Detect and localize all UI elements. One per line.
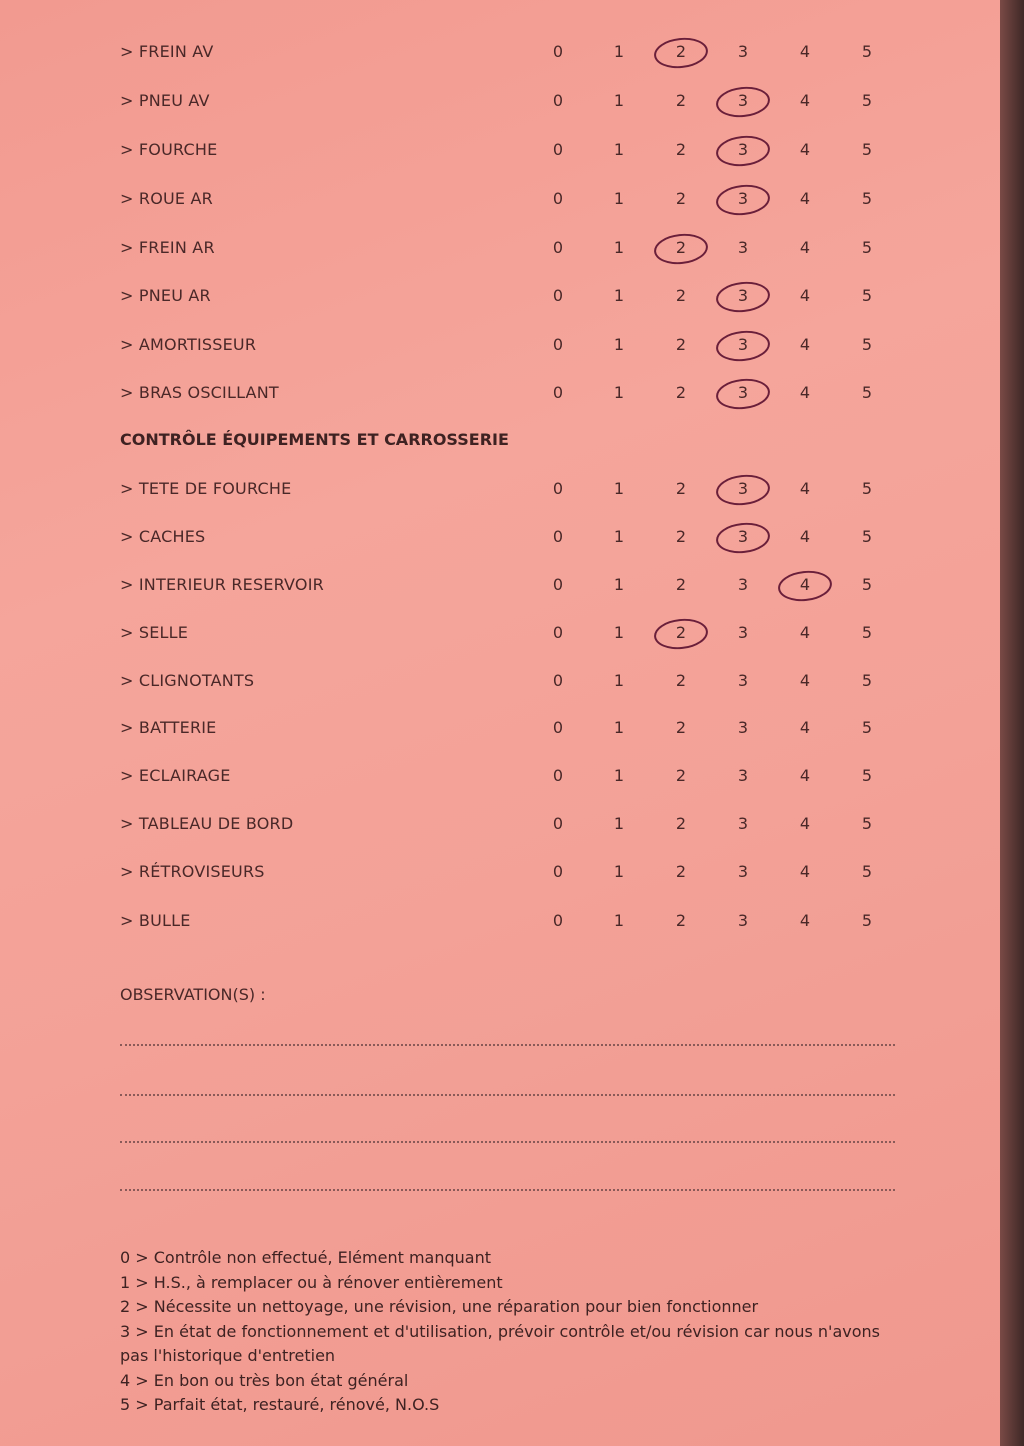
inspection-row [0, 378, 1000, 408]
score-option-3[interactable]: 3 [737, 814, 749, 833]
score-option-5[interactable]: 5 [861, 911, 873, 930]
row-label: > CACHES [120, 527, 206, 546]
rating-legend [120, 1246, 900, 1418]
legend-item-2: 2 > Nécessite un nettoyage, une révision, une réparation pour bien fonctionner [120, 1297, 759, 1316]
score-option-1[interactable]: 1 [613, 286, 625, 305]
row-label: > FOURCHE [120, 140, 218, 159]
score-option-2[interactable]: 2 [675, 766, 687, 785]
score-option-0[interactable]: 0 [552, 335, 564, 354]
score-option-4[interactable]: 4 [799, 479, 811, 498]
score-option-1[interactable]: 1 [613, 42, 625, 61]
score-option-4[interactable]: 4 [799, 862, 811, 881]
score-option-4[interactable]: 4 [799, 140, 811, 159]
score-option-5[interactable]: 5 [861, 238, 873, 257]
score-option-2[interactable]: 2 [666, 233, 696, 263]
score-option-0[interactable]: 0 [552, 718, 564, 737]
score-option-4[interactable]: 4 [799, 718, 811, 737]
score-option-2[interactable]: 2 [675, 911, 687, 930]
score-option-0[interactable]: 0 [552, 42, 564, 61]
score-option-1[interactable]: 1 [613, 623, 625, 642]
observation-line[interactable] [120, 1044, 895, 1046]
inspection-row [0, 857, 1000, 887]
score-option-1[interactable]: 1 [613, 575, 625, 594]
score-option-0[interactable]: 0 [552, 479, 564, 498]
score-option-0[interactable]: 0 [552, 383, 564, 402]
legend-item-4: 4 > En bon ou très bon état général [120, 1370, 409, 1390]
score-option-2[interactable]: 2 [675, 91, 687, 110]
legend-item-1: 1 > H.S., à remplacer ou à rénover entièrement [120, 1272, 503, 1292]
legend-item-5: 5 > Parfait état, restauré, rénové, N.O.S [120, 1395, 440, 1414]
score-option-2[interactable]: 2 [675, 718, 687, 737]
score-option-3[interactable]: 3 [737, 862, 749, 881]
inspection-row [0, 761, 1000, 791]
score-option-4[interactable]: 4 [799, 671, 811, 690]
score-option-1[interactable]: 1 [613, 671, 625, 690]
score-option-5[interactable]: 5 [861, 862, 873, 881]
score-option-4[interactable]: 4 [799, 527, 811, 546]
score-option-4[interactable]: 4 [799, 623, 811, 642]
inspection-row [0, 522, 1000, 552]
score-option-0[interactable]: 0 [552, 575, 564, 594]
row-label: > FREIN AR [120, 238, 215, 257]
inspection-row [0, 330, 1000, 360]
score-option-3[interactable]: 3 [737, 911, 749, 930]
score-option-1[interactable]: 1 [613, 189, 625, 208]
score-option-1[interactable]: 1 [613, 140, 625, 159]
score-option-3[interactable]: 3 [728, 184, 758, 214]
score-option-4[interactable]: 4 [799, 766, 811, 785]
score-option-5[interactable]: 5 [861, 814, 873, 833]
score-option-2[interactable]: 2 [675, 189, 687, 208]
score-option-2[interactable]: 2 [675, 383, 687, 402]
score-option-4[interactable]: 4 [799, 42, 811, 61]
inspection-row [0, 86, 1000, 116]
score-option-1[interactable]: 1 [613, 335, 625, 354]
score-option-5[interactable]: 5 [861, 42, 873, 61]
inspection-row [0, 474, 1000, 504]
score-option-2[interactable]: 2 [675, 862, 687, 881]
score-option-3[interactable]: 3 [737, 671, 749, 690]
observation-line[interactable] [120, 1094, 895, 1096]
row-label: > ROUE AR [120, 189, 213, 208]
score-option-2[interactable]: 2 [675, 814, 687, 833]
row-label: > ECLAIRAGE [120, 766, 231, 785]
score-option-5[interactable]: 5 [861, 383, 873, 402]
score-option-5[interactable]: 5 [861, 575, 873, 594]
score-option-5[interactable]: 5 [861, 140, 873, 159]
score-option-2[interactable]: 2 [675, 140, 687, 159]
row-label: > SELLE [120, 623, 189, 642]
row-label: > BULLE [120, 911, 191, 930]
row-label: > TABLEAU DE BORD [120, 814, 294, 833]
score-option-1[interactable]: 1 [613, 91, 625, 110]
score-option-4[interactable]: 4 [799, 814, 811, 833]
score-option-1[interactable]: 1 [613, 862, 625, 881]
score-option-2[interactable]: 2 [675, 286, 687, 305]
inspection-row [0, 809, 1000, 839]
inspection-row [0, 713, 1000, 743]
score-option-1[interactable]: 1 [613, 238, 625, 257]
score-option-3[interactable]: 3 [728, 474, 758, 504]
inspection-row [0, 135, 1000, 165]
score-option-5[interactable]: 5 [861, 189, 873, 208]
inspection-row [0, 281, 1000, 311]
score-option-0[interactable]: 0 [552, 814, 564, 833]
row-label: > BRAS OSCILLANT [120, 383, 279, 402]
row-label: > PNEU AR [120, 286, 211, 305]
observation-line[interactable] [120, 1189, 895, 1191]
score-option-0[interactable]: 0 [552, 91, 564, 110]
score-option-2[interactable]: 2 [666, 37, 696, 67]
score-option-2[interactable]: 2 [675, 575, 687, 594]
score-option-3[interactable]: 3 [728, 330, 758, 360]
score-option-3[interactable]: 3 [737, 42, 749, 61]
score-option-3[interactable]: 3 [737, 238, 749, 257]
inspection-row [0, 570, 1000, 600]
score-option-0[interactable]: 0 [552, 140, 564, 159]
table-background [1000, 0, 1024, 1446]
score-option-1[interactable]: 1 [613, 911, 625, 930]
score-option-3[interactable]: 3 [728, 86, 758, 116]
row-label: > BATTERIE [120, 718, 217, 737]
row-label: > PNEU AV [120, 91, 210, 110]
score-option-5[interactable]: 5 [861, 335, 873, 354]
inspection-row [0, 184, 1000, 214]
score-option-4[interactable]: 4 [790, 570, 820, 600]
inspection-row [0, 618, 1000, 648]
score-option-5[interactable]: 5 [861, 623, 873, 642]
score-option-5[interactable]: 5 [861, 91, 873, 110]
score-option-4[interactable]: 4 [799, 335, 811, 354]
score-option-1[interactable]: 1 [613, 479, 625, 498]
score-option-5[interactable]: 5 [861, 479, 873, 498]
score-option-5[interactable]: 5 [861, 766, 873, 785]
row-label: > FREIN AV [120, 42, 214, 61]
score-option-1[interactable]: 1 [613, 814, 625, 833]
score-option-4[interactable]: 4 [799, 91, 811, 110]
score-option-1[interactable]: 1 [613, 383, 625, 402]
score-option-2[interactable]: 2 [675, 527, 687, 546]
score-option-4[interactable]: 4 [799, 383, 811, 402]
score-option-2[interactable]: 2 [675, 335, 687, 354]
score-option-5[interactable]: 5 [861, 286, 873, 305]
score-option-3[interactable]: 3 [737, 718, 749, 737]
section-title: CONTRÔLE ÉQUIPEMENTS ET CARROSSERIE [120, 430, 509, 449]
score-option-5[interactable]: 5 [861, 718, 873, 737]
score-option-0[interactable]: 0 [552, 189, 564, 208]
row-label: > AMORTISSEUR [120, 335, 257, 354]
score-option-4[interactable]: 4 [799, 238, 811, 257]
score-option-2[interactable]: 2 [675, 671, 687, 690]
score-option-4[interactable]: 4 [799, 911, 811, 930]
score-option-4[interactable]: 4 [799, 286, 811, 305]
score-option-5[interactable]: 5 [861, 671, 873, 690]
inspection-row [0, 666, 1000, 696]
score-option-3[interactable]: 3 [737, 766, 749, 785]
score-option-0[interactable]: 0 [552, 623, 564, 642]
score-option-1[interactable]: 1 [613, 527, 625, 546]
score-option-0[interactable]: 0 [552, 671, 564, 690]
score-option-3[interactable]: 3 [728, 135, 758, 165]
legend-item-0: 0 > Contrôle non effectué, Elément manquant [120, 1248, 491, 1267]
observation-line[interactable] [120, 1141, 895, 1143]
score-option-3[interactable]: 3 [728, 281, 758, 311]
inspection-row [0, 906, 1000, 936]
score-option-0[interactable]: 0 [552, 527, 564, 546]
score-option-0[interactable]: 0 [552, 766, 564, 785]
score-option-1[interactable]: 1 [613, 718, 625, 737]
score-option-0[interactable]: 0 [552, 862, 564, 881]
inspection-row [0, 233, 1000, 263]
score-option-3[interactable]: 3 [737, 575, 749, 594]
score-option-3[interactable]: 3 [737, 623, 749, 642]
row-label: > INTERIEUR RESERVOIR [120, 575, 324, 594]
score-option-2[interactable]: 2 [666, 618, 696, 648]
score-option-5[interactable]: 5 [861, 527, 873, 546]
row-label: > TETE DE FOURCHE [120, 479, 292, 498]
observations-label: OBSERVATION(S) : [120, 985, 266, 1004]
score-option-3[interactable]: 3 [728, 522, 758, 552]
score-option-0[interactable]: 0 [552, 911, 564, 930]
score-option-4[interactable]: 4 [799, 189, 811, 208]
legend-item-3: 3 > En état de fonctionnement et d'utilisation, prévoir contrôle et/ou révision car nous n'avons pas l'historique d'entretien [120, 1321, 880, 1365]
score-option-2[interactable]: 2 [675, 479, 687, 498]
row-label: > CLIGNOTANTS [120, 671, 255, 690]
inspection-row [0, 37, 1000, 67]
score-option-1[interactable]: 1 [613, 766, 625, 785]
score-option-0[interactable]: 0 [552, 238, 564, 257]
row-label: > RÉTROVISEURS [120, 862, 265, 881]
score-option-0[interactable]: 0 [552, 286, 564, 305]
score-option-3[interactable]: 3 [728, 378, 758, 408]
